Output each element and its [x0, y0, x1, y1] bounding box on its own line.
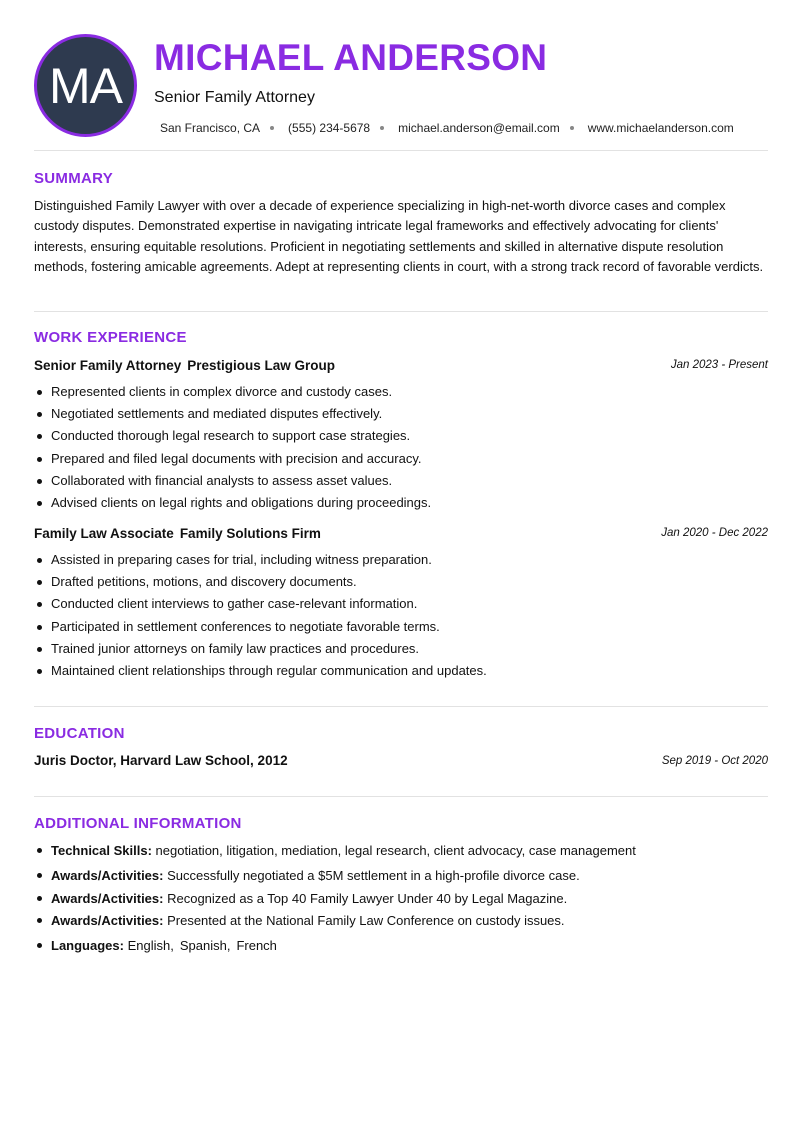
job-title: [34, 358, 335, 373]
job-company: Family Solutions Firm: [179, 526, 321, 541]
list-item: Conducted thorough legal research to support case strategies.: [34, 425, 768, 447]
education-degree: Juris Doctor, Harvard Law School, 2012: [34, 753, 288, 768]
list-item: Conducted client interviews to gather case-relevant information.: [34, 593, 768, 615]
list-item: [34, 910, 768, 935]
list-item: Advised clients on legal rights and obligations during proceedings.: [34, 492, 768, 514]
language: French: [236, 938, 277, 953]
list-item: Maintained client relationships through regular communication and updates.: [34, 660, 768, 682]
list-item: Trained junior attorneys on family law practices and procedures.: [34, 638, 768, 660]
language: English,: [127, 938, 174, 953]
item-text: Recognized as a Top 40 Family Lawyer Under 40 by Legal Magazine.: [167, 890, 568, 906]
avatar-initials: MA: [49, 57, 122, 114]
avatar: [34, 34, 137, 137]
list-item: Negotiated settlements and mediated disputes effectively.: [34, 403, 768, 425]
education-dates: Sep 2019 - Oct 2020: [661, 755, 768, 767]
item-text: negotiation, litigation, mediation, legal research, client advocacy, case management: [155, 843, 636, 858]
contact-website: www.michaelanderson.com: [587, 121, 734, 135]
job-company: Prestigious Law Group: [187, 358, 336, 373]
item-label: Technical Skills:: [51, 843, 152, 858]
education-heading: EDUCATION: [34, 725, 125, 742]
item-label: Awards/Activities:: [51, 868, 164, 883]
section-divider: [34, 796, 768, 797]
additional-info-heading: ADDITIONAL INFORMATION: [34, 815, 242, 832]
list-item: [34, 935, 768, 957]
job-bullets: [34, 549, 768, 682]
candidate-title: Senior Family Attorney: [154, 89, 315, 106]
job-dates: Jan 2020 - Dec 2022: [661, 527, 768, 539]
additional-info-list: [34, 840, 768, 957]
candidate-name: MICHAEL ANDERSON: [154, 37, 548, 78]
separator-dot: [270, 126, 274, 130]
job-bullets: [34, 381, 768, 514]
job-role: Family Law Associate: [34, 526, 174, 541]
item-text: Successfully negotiated a $5M settlement in a high-profile divorce case.: [167, 868, 580, 883]
job-role: Senior Family Attorney: [34, 358, 182, 373]
language: Spanish,: [179, 938, 231, 953]
job-header: [34, 358, 768, 376]
contact-email: michael.anderson@email.com: [398, 121, 560, 135]
job-title: [34, 526, 321, 541]
summary-text: Distinguished Family Lawyer with over a decade of experience specializing in high-net-worth divorce cases and complex custody disputes. Demonstrated expertise in navigating intricate legal frameworks and effectively advocating for clients' interests, ensuring equitable resolutions. Proficient in negotiating settlements and skilled in alternative dispute resolution methods, fostering amicable agreements. Adept at representing clients in court, with a strong track record of favorable verdicts.: [34, 198, 764, 274]
list-item: [34, 888, 768, 911]
list-item: Prepared and filed legal documents with precision and accuracy.: [34, 448, 768, 470]
contact-info: [160, 121, 734, 135]
list-item: [34, 840, 768, 865]
list-item: Participated in settlement conferences to negotiate favorable terms.: [34, 616, 768, 638]
list-item: Collaborated with financial analysts to assess asset values.: [34, 470, 768, 492]
item-label: Awards/Activities:: [51, 890, 164, 906]
separator-dot: [570, 126, 574, 130]
list-item: Assisted in preparing cases for trial, including witness preparation.: [34, 549, 768, 571]
contact-location: San Francisco, CA: [160, 121, 261, 135]
section-divider: [34, 311, 768, 312]
item-label: Awards/Activities:: [51, 913, 164, 928]
item-text: Presented at the National Family Law Conference on custody issues.: [167, 913, 565, 928]
resume-header: [34, 34, 768, 138]
list-item: Represented clients in complex divorce and custody cases.: [34, 381, 768, 403]
item-label: Languages:: [51, 938, 124, 953]
summary-heading: SUMMARY: [34, 170, 114, 187]
education-entry: [34, 753, 768, 771]
contact-phone: (555) 234-5678: [288, 121, 371, 135]
job-dates: Jan 2023 - Present: [670, 359, 768, 371]
job-header: [34, 526, 768, 544]
section-divider: [34, 706, 768, 707]
section-divider: [34, 150, 768, 151]
list-item: Drafted petitions, motions, and discovery documents.: [34, 571, 768, 593]
work-experience-heading: WORK EXPERIENCE: [34, 329, 187, 346]
separator-dot: [380, 126, 384, 130]
list-item: [34, 865, 768, 888]
